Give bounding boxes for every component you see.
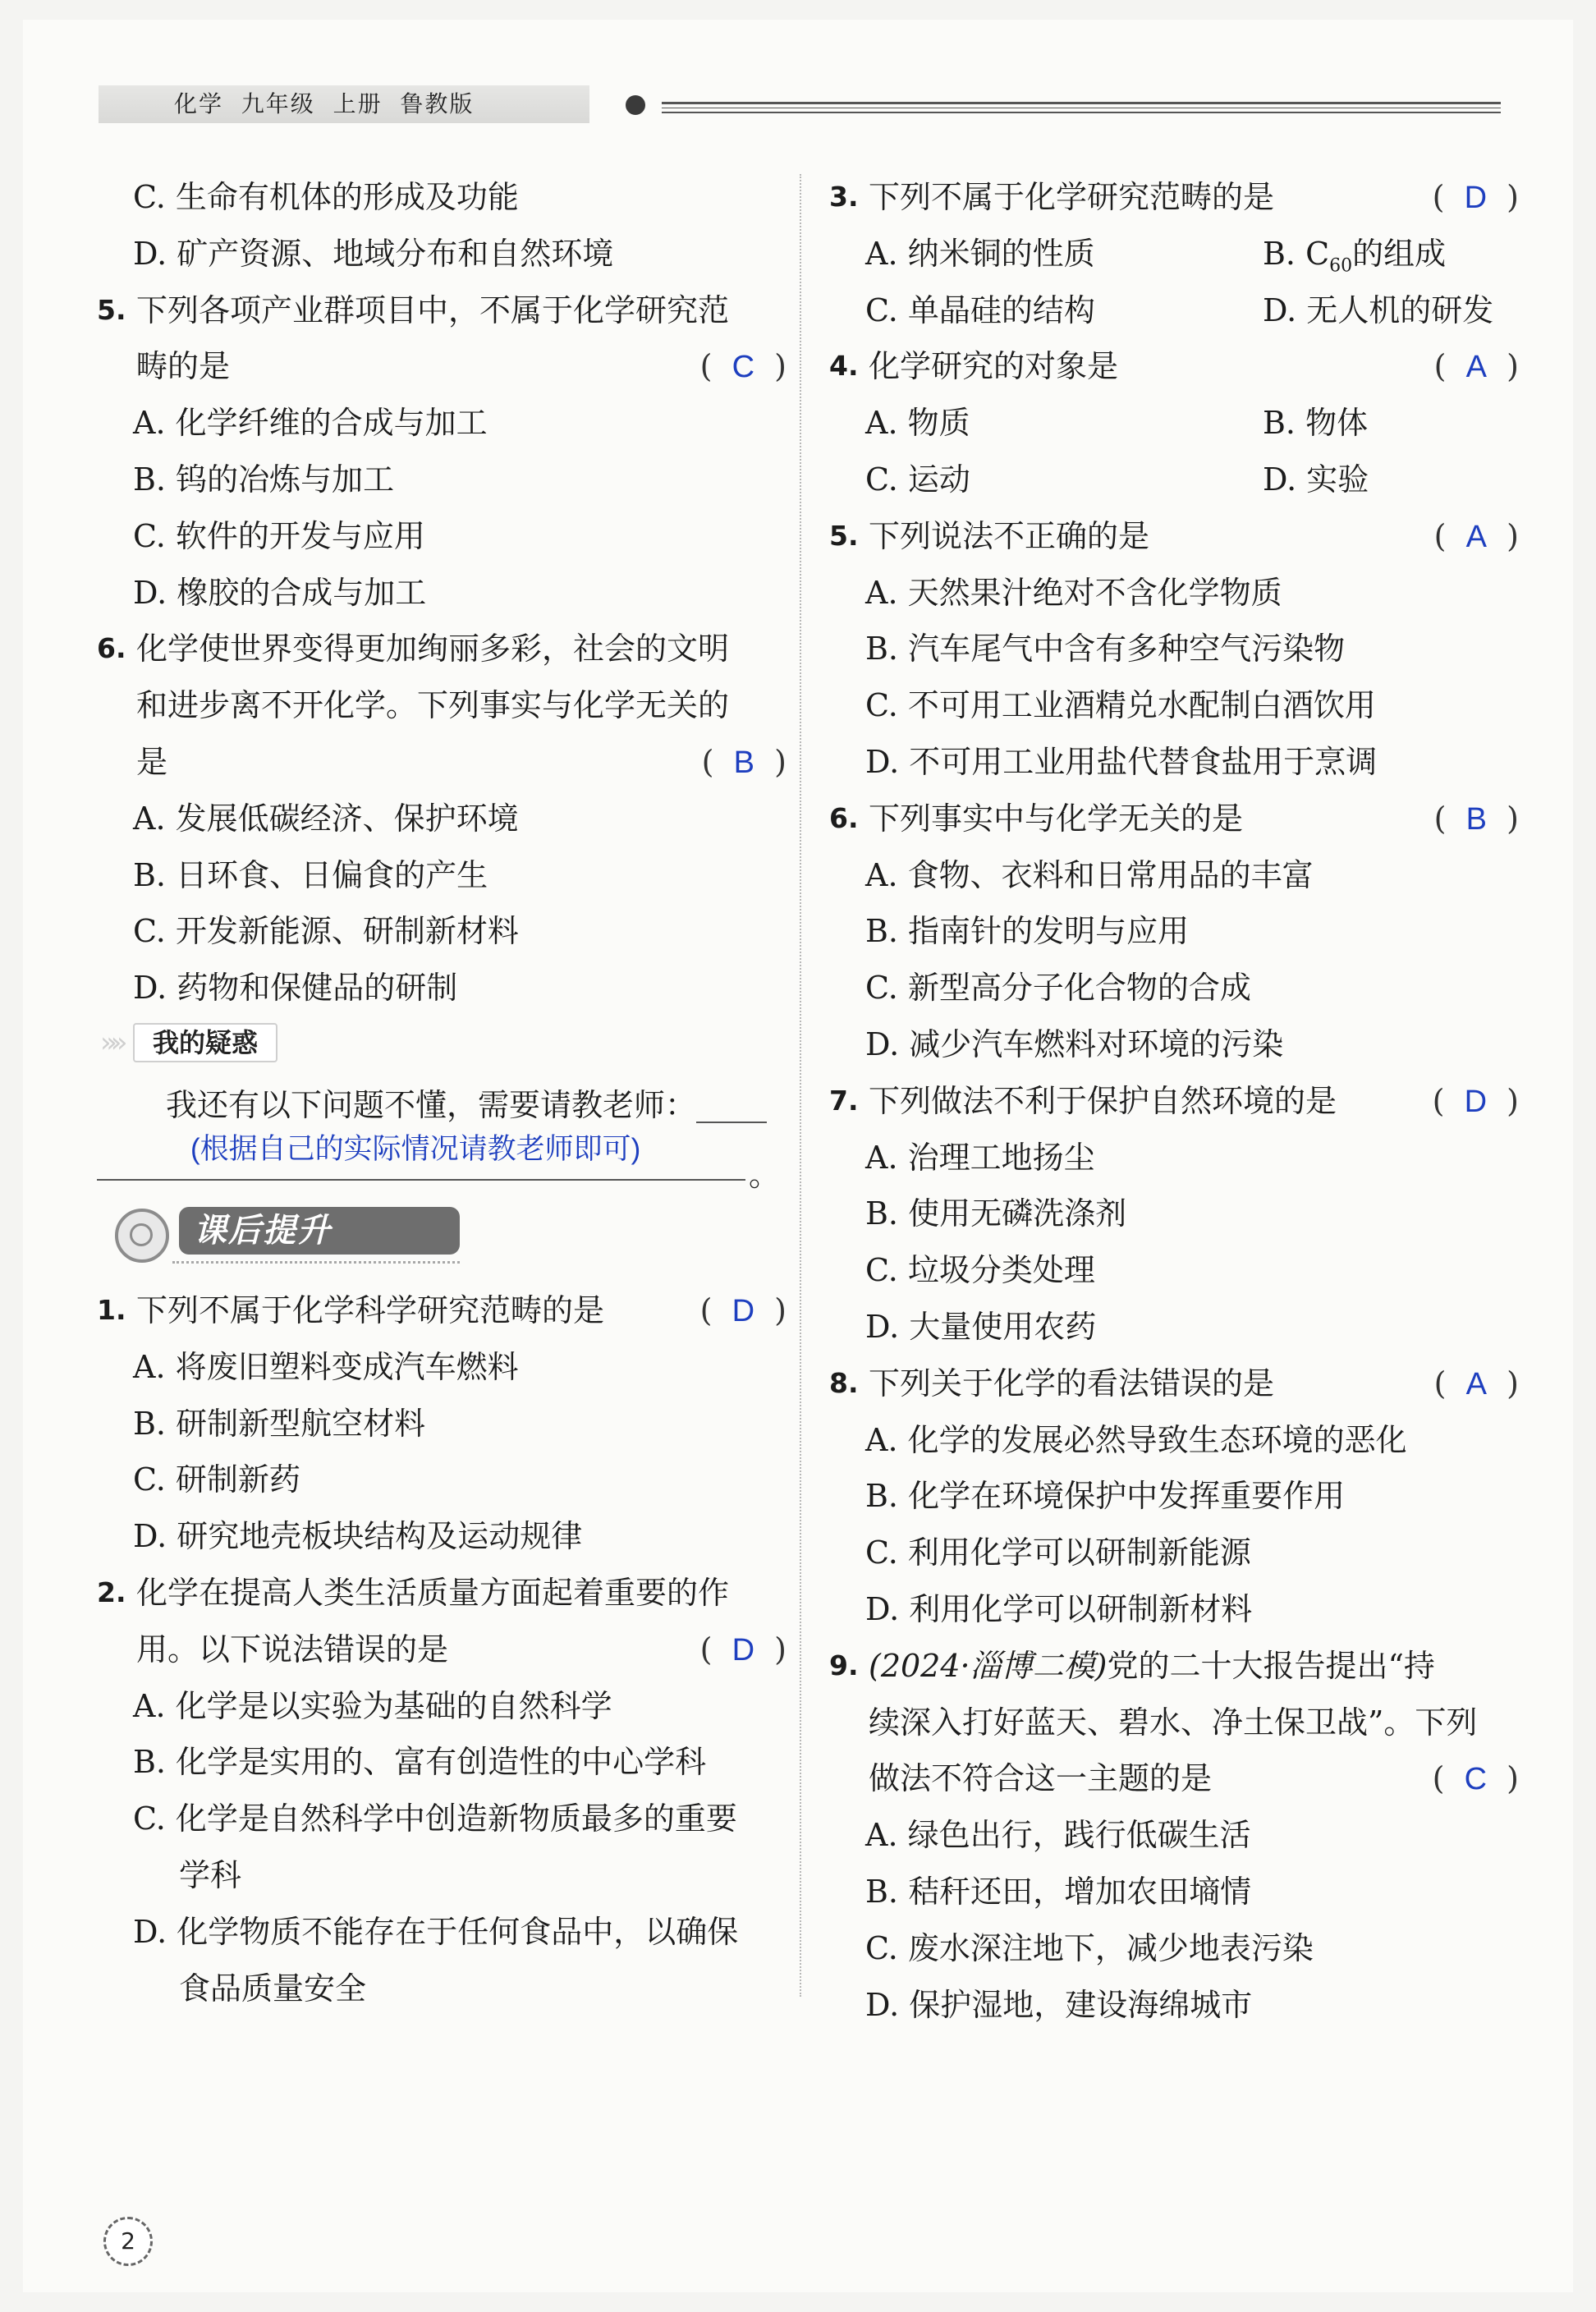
- question-stem: 下列各项产业群项目中，不属于化学研究范: [136, 291, 730, 328]
- answer-bracket: ( C ): [699, 348, 787, 385]
- option-d: D. 研究地壳板块结构及运动规律: [133, 1518, 583, 1555]
- question-stem: 是: [136, 743, 168, 780]
- question-6: [97, 621, 787, 1016]
- option-c: C. 研制新药: [133, 1461, 300, 1498]
- question-number: 4.: [829, 350, 859, 383]
- option-b-subscript: 60: [1329, 255, 1353, 277]
- question-3: [829, 169, 1519, 338]
- page-number: 2: [121, 2227, 135, 2255]
- option-b: [1263, 226, 1446, 282]
- doubt-prompt: 我还有以下问题不懂，需要请教老师：: [166, 1087, 697, 1123]
- option-d: D. 化学物质不能存在于任何食品中，以确保: [133, 1913, 739, 1950]
- question-2: [97, 1565, 787, 2016]
- option-a: A. 治理工地扬尘: [865, 1139, 1095, 1176]
- option-d: D. 大量使用农药: [865, 1308, 1097, 1345]
- question-stem: 做法不符合这一主题的是: [869, 1760, 1213, 1797]
- option-c: C. 新型高分子化合物的合成: [865, 970, 1251, 1007]
- question-stem: 化学在提高人类生活质量方面起着重要的作: [136, 1574, 730, 1611]
- answer-bracket: ( B ): [701, 743, 787, 780]
- question-9: [829, 1638, 1519, 2034]
- question-number: 6.: [97, 632, 126, 665]
- option-b: B. 化学是实用的、富有创造性的中心学科: [133, 1744, 707, 1781]
- question-stem: 用。以下说法错误的是: [136, 1631, 449, 1667]
- doubt-handwritten-answer: (根据自己的实际情况请教老师即可): [190, 1133, 641, 1165]
- question-5-right: [829, 508, 1519, 791]
- answer-letter: C: [1464, 1762, 1488, 1797]
- question-number: 1.: [97, 1294, 126, 1326]
- question-4: [829, 338, 1519, 507]
- question-5: [97, 282, 787, 622]
- question-stem: 续深入打好蓝天、碧水、净土保卫战”。下列: [869, 1704, 1478, 1741]
- answer-bracket: ( B ): [1433, 800, 1519, 837]
- option-c: C. 利用化学可以研制新能源: [865, 1534, 1251, 1571]
- my-doubts-label: [97, 1021, 299, 1061]
- question-number: 2.: [97, 1576, 126, 1608]
- option-d: D. 无人机的研发: [1263, 291, 1494, 328]
- header-rule-lower: [662, 112, 1501, 113]
- question-6-right: [829, 791, 1519, 1073]
- question-source: (2024·淄博二模): [869, 1647, 1108, 1684]
- question-stem: 党的二十大报告提出“持: [1107, 1647, 1435, 1684]
- column-divider: [800, 174, 801, 1997]
- option-a: A. 天然果汁绝对不含化学物质: [865, 574, 1282, 611]
- left-column-lower: [97, 1282, 787, 2016]
- option-d: D. 实验: [1263, 461, 1369, 498]
- page-number-badge: [103, 2217, 153, 2266]
- option-d: D. 药物和保健品的研制: [133, 970, 458, 1007]
- answer-bracket: ( D ): [1432, 179, 1519, 215]
- option-b: B. 研制新型航空材料: [133, 1405, 426, 1442]
- question-number: 9.: [829, 1649, 859, 1681]
- doubt-blank-line: [696, 1122, 767, 1123]
- question-stem: 下列做法不利于保护自然环境的是: [869, 1082, 1337, 1119]
- answer-letter: D: [732, 1294, 755, 1328]
- option-a: A. 发展低碳经济、保护环境: [133, 800, 519, 837]
- answer-bracket: ( A ): [1433, 348, 1519, 385]
- option-b: B. 汽车尾气中含有多种空气污染物: [865, 631, 1346, 667]
- magnifier-icon: [115, 1209, 169, 1263]
- doubt-blank-line: [97, 1179, 745, 1181]
- answer-letter: C: [732, 350, 755, 385]
- question-stem: 下列不属于化学科学研究范畴的是: [136, 1292, 605, 1328]
- option-b-suffix: 的组成: [1352, 235, 1447, 272]
- answer-letter: A: [1465, 350, 1488, 385]
- option-a: A. 将废旧塑料变成汽车燃料: [133, 1348, 519, 1385]
- answer-bracket: ( D ): [1432, 1082, 1519, 1119]
- header-title: 化学 九年级 上册 鲁教版: [174, 90, 475, 117]
- answer-letter: D: [732, 1632, 755, 1667]
- option-b: B. 秸秆还田，增加农田墒情: [865, 1873, 1252, 1910]
- question-stem: 下列关于化学的看法错误的是: [869, 1365, 1275, 1401]
- option-d: D. 不可用工业用盐代替食盐用于烹调: [865, 743, 1378, 780]
- option-b-prefix: B. C: [1263, 235, 1330, 272]
- answer-letter: A: [1465, 519, 1488, 554]
- answer-letter: D: [1464, 181, 1488, 215]
- question-stem: 下列事实中与化学无关的是: [869, 800, 1244, 837]
- option-a: A. 化学纤维的合成与加工: [133, 405, 488, 442]
- question-stem: 下列说法不正确的是: [869, 517, 1150, 554]
- question-stem: 畴的是: [136, 348, 231, 385]
- option-c: C. 运动: [865, 461, 970, 498]
- option-c: C. 废水深注地下，减少地表污染: [865, 1929, 1314, 1966]
- after-class-section-label: [107, 1202, 566, 1268]
- option-d: D. 保护湿地，建设海绵城市: [865, 1986, 1253, 2023]
- dotted-underline: [172, 1261, 460, 1264]
- answer-letter: D: [1464, 1084, 1488, 1119]
- answer-bracket: ( D ): [699, 1292, 787, 1328]
- option-b: B. 钨的冶炼与加工: [133, 461, 395, 498]
- question-1: [97, 1282, 787, 1565]
- option-c-continued: 学科: [179, 1856, 242, 1893]
- option-b: B. 使用无磷洗涤剂: [865, 1195, 1127, 1232]
- my-doubts-title: 我的疑惑: [133, 1023, 277, 1062]
- answer-letter: B: [1465, 801, 1488, 837]
- option-c: C. 开发新能源、研制新材料: [133, 913, 519, 950]
- option-d: D. 橡胶的合成与加工: [133, 574, 427, 611]
- option-a: A. 化学的发展必然导致生态环境的恶化: [865, 1421, 1407, 1458]
- option-b: B. 物体: [1263, 405, 1369, 442]
- option-b: B. 指南针的发明与应用: [865, 913, 1190, 950]
- option-a: A. 物质: [865, 405, 970, 442]
- header-rule: [662, 102, 1501, 104]
- after-class-title: 课后提升: [179, 1207, 460, 1255]
- answer-bracket: ( A ): [1433, 517, 1519, 554]
- option-d-continued: 食品质量安全: [179, 1970, 367, 2007]
- option-a: A. 食物、衣料和日常用品的丰富: [865, 856, 1314, 893]
- question-number: 5.: [97, 293, 126, 326]
- option-d: D. 减少汽车燃料对环境的污染: [865, 1025, 1284, 1062]
- answer-bracket: ( C ): [1432, 1760, 1519, 1797]
- option-a: A. 化学是以实验为基础的自然科学: [133, 1687, 612, 1724]
- question-stem: 化学使世界变得更加绚丽多彩，社会的文明: [136, 631, 730, 667]
- question-stem: 和进步离不开化学。下列事实与化学无关的: [136, 687, 730, 724]
- option-c: C. 化学是自然科学中创造新物质最多的重要: [133, 1801, 737, 1837]
- option-b: B. 化学在环境保护中发挥重要作用: [865, 1478, 1346, 1515]
- option-a: A. 绿色出行，践行低碳生活: [865, 1817, 1251, 1854]
- answer-bracket: ( D ): [699, 1631, 787, 1667]
- question-8: [829, 1356, 1519, 1638]
- option-line: D. 矿产资源、地域分布和自然环境: [133, 235, 614, 272]
- question-number: 8.: [829, 1366, 859, 1399]
- answer-letter: B: [733, 745, 755, 780]
- question-number: 6.: [829, 801, 859, 834]
- option-b: B. 日环食、日偏食的产生: [133, 856, 488, 893]
- question-number: 3.: [829, 181, 859, 213]
- answer-bracket: ( A ): [1433, 1365, 1519, 1401]
- option-c: C. 不可用工业酒精兑水配制白酒饮用: [865, 687, 1376, 724]
- question-number: 7.: [829, 1084, 859, 1117]
- option-c: C. 垃圾分类处理: [865, 1252, 1095, 1289]
- option-d: D. 利用化学可以研制新材料: [865, 1590, 1253, 1627]
- question-7: [829, 1073, 1519, 1356]
- doubt-period: 。: [749, 1157, 781, 1193]
- option-c: C. 单晶硅的结构: [865, 291, 1095, 328]
- answer-letter: A: [1465, 1366, 1488, 1401]
- question-stem: 下列不属于化学研究范畴的是: [869, 179, 1275, 215]
- header-dot: [626, 95, 645, 115]
- option-a: A. 纳米铜的性质: [865, 235, 1095, 272]
- left-column: [97, 169, 787, 1016]
- option-c: C. 软件的开发与应用: [133, 517, 425, 554]
- double-chevron-icon: »»: [100, 1026, 122, 1059]
- option-line: C. 生命有机体的形成及功能: [133, 179, 519, 215]
- right-column: [829, 169, 1519, 2033]
- question-stem: 化学研究的对象是: [869, 348, 1119, 385]
- question-number: 5.: [829, 519, 859, 552]
